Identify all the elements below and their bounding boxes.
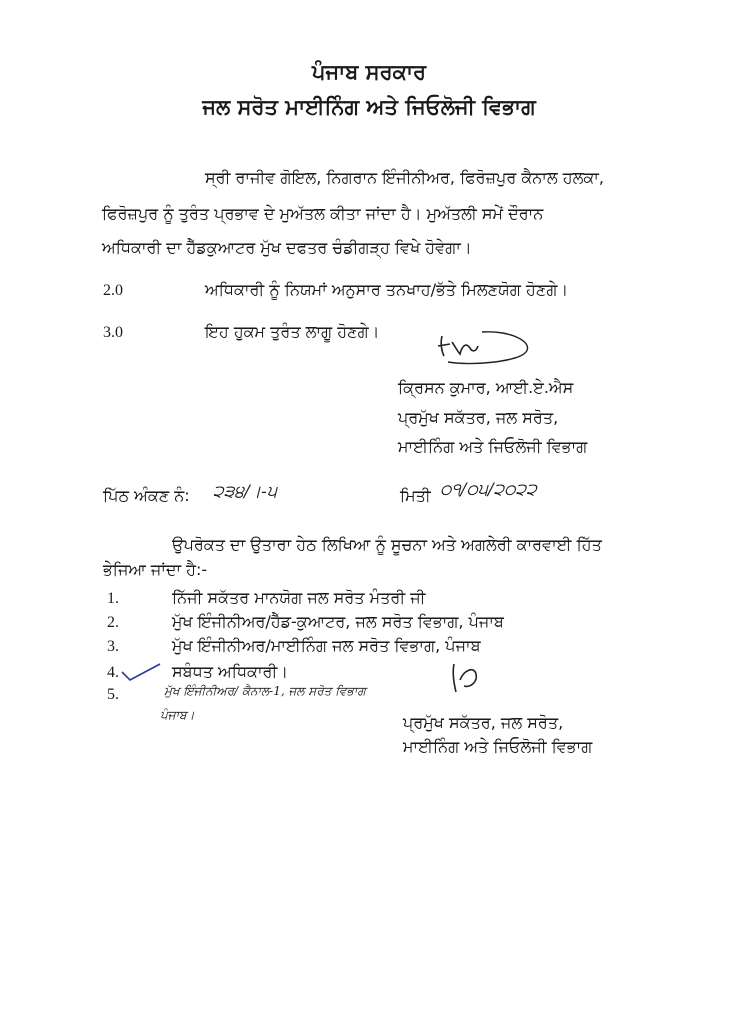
- item-3-text: ਇਹ ਹੁਕਮ ਤੁਰੰਤ ਲਾਗੂ ਹੋਣਗੇ।: [205, 322, 380, 341]
- order-line-3: ਅਧਿਕਾਰੀ ਦਾ ਹੈੱਡਕੁਆਟਰ ਮੁੱਖ ਦਫਤਰ ਚੰਡੀਗੜ੍ਹ ਵਿਖੇ ਹੋਵੇਗਾ।: [102, 238, 472, 257]
- item-2-number: 2.0: [103, 282, 123, 299]
- copy-item-2-text: ਮੁੱਖ ਇੰਜੀਨੀਅਰ/ਹੈੱਡ-ਕੁਆਟਰ, ਜਲ ਸਰੋਤ ਵਿਭਾਗ, ਪੰਜਾਬ: [172, 612, 504, 631]
- signature-scribble-1: [430, 322, 540, 372]
- endorsement-label: ਪਿੱਠ ਅੰਕਣ ਨੰ:: [103, 486, 190, 505]
- item-3-number: 3.0: [103, 324, 123, 341]
- copy-item-1-text: ਨਿੱਜੀ ਸਕੱਤਰ ਮਾਨਯੋਗ ਜਲ ਸਰੋਤ ਮੰਤਰੀ ਜੀ: [172, 588, 426, 607]
- copy-item-5-number: 5.: [107, 686, 119, 703]
- copy-item-3-number: 3.: [107, 638, 119, 655]
- date-label: ਮਿਤੀ: [400, 486, 431, 505]
- signature-scribble-2: [448, 658, 496, 698]
- order-line-2: ਫਿਰੋਜ਼ਪੁਰ ਨੂੰ ਤੁਰੰਤ ਪ੍ਰਭਾਵ ਦੇ ਮੁਅੱਤਲ ਕੀਤਾ ਜਾਂਦਾ ਹੈ। ਮੁਅੱਤਲੀ ਸਮੇਂ ਦੌਰਾਨ: [102, 204, 544, 223]
- copy-item-5-text: ਮੁੱਖ ਇੰਜੀਨੀਅਰ/ ਕੈਨਾਲ-1, ਜਲ ਸਰੋਤ ਵਿਭਾਗ: [164, 684, 366, 698]
- tick-mark: [120, 660, 170, 684]
- endorsement-number: ੨੩੪/।-੫: [213, 482, 277, 502]
- copy-item-2-number: 2.: [107, 614, 119, 631]
- signatory-1-department: ਮਾਈਨਿੰਗ ਅਤੇ ਜਿਓਲੋਜੀ ਵਿਭਾਗ: [398, 437, 588, 456]
- copy-item-4-number: 4.: [107, 664, 119, 681]
- signatory-2-designation: ਪ੍ਰਮੁੱਖ ਸਕੱਤਰ, ਜਲ ਸਰੋਤ,: [403, 713, 564, 732]
- copy-intro-line-2: ਭੇਜਿਆ ਜਾਂਦਾ ਹੈ:-: [103, 560, 208, 579]
- header-department: ਜਲ ਸਰੋਤ ਮਾਈਨਿੰਗ ਅਤੇ ਜਿਓਲੋਜੀ ਵਿਭਾਗ: [202, 95, 536, 119]
- copy-item-3-text: ਮੁੱਖ ਇੰਜੀਨੀਅਰ/ਮਾਈਨਿੰਗ ਜਲ ਸਰੋਤ ਵਿਭਾਗ, ਪੰਜਾਬ: [172, 636, 481, 655]
- copy-item-4-text: ਸਬੰਧਤ ਅਧਿਕਾਰੀ।: [172, 662, 289, 681]
- copy-item-1-number: 1.: [107, 590, 119, 607]
- order-line-1: ਸ੍ਰੀ ਰਾਜੀਵ ਗੋਇਲ, ਨਿਗਰਾਨ ਇੰਜੀਨੀਅਰ, ਫਿਰੋਜ਼ਪੁਰ ਕੈਨਾਲ ਹਲਕਾ,: [205, 168, 604, 187]
- header-government: ਪੰਜਾਬ ਸਰਕਾਰ: [311, 60, 427, 84]
- signatory-2-department: ਮਾਈਨਿੰਗ ਅਤੇ ਜਿਓਲੋਜੀ ਵਿਭਾਗ: [403, 737, 593, 756]
- signatory-1-designation: ਪ੍ਰਮੁੱਖ ਸਕੱਤਰ, ਜਲ ਸਰੋਤ,: [398, 408, 559, 427]
- copy-item-5-text-line-2: ਪੰਜਾਬ।: [160, 708, 195, 722]
- date-value: ੦੧/੦੫/੨੦੨੨: [440, 480, 537, 500]
- item-2-text: ਅਧਿਕਾਰੀ ਨੂੰ ਨਿਯਮਾਂ ਅਨੁਸਾਰ ਤਨਖਾਹ/ਭੱਤੇ ਮਿਲਣਯੋਗ ਹੋਣਗੇ।: [205, 280, 569, 299]
- copy-intro-line-1: ਉਪਰੋਕਤ ਦਾ ਉਤਾਰਾ ਹੇਠ ਲਿਖਿਆ ਨੂੰ ਸੂਚਨਾ ਅਤੇ ਅਗਲੇਰੀ ਕਾਰਵਾਈ ਹਿੱਤ: [172, 535, 602, 554]
- signatory-1-name: ਕ੍ਰਿਸਨ ਕੁਮਾਰ, ਆਈ.ਏ.ਐਸ: [398, 378, 574, 397]
